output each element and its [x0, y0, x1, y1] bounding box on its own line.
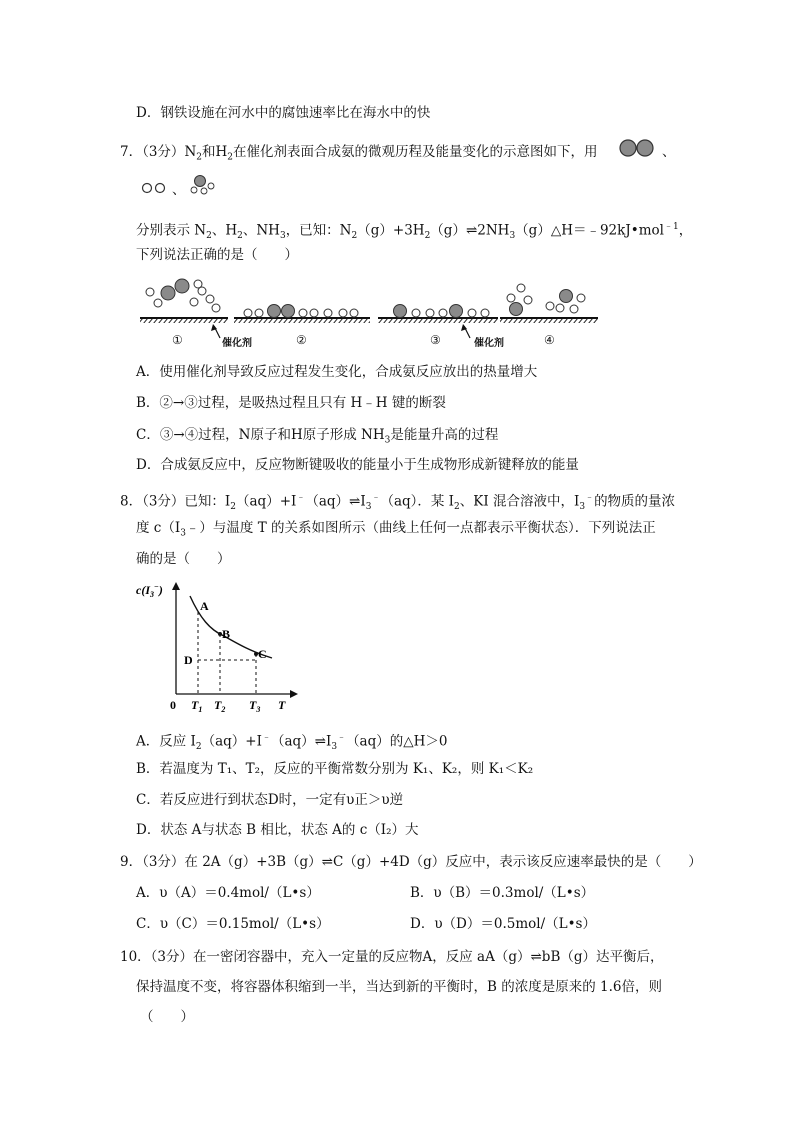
- q7-sep2: 、: [172, 182, 186, 198]
- q10-stem-line3: （ ）: [140, 1009, 194, 1025]
- point-d-label: D: [184, 653, 193, 667]
- tick-t1: $T_1$: [191, 698, 203, 714]
- q7-option-b: B．②→③过程，是吸热过程且只有 H﹣H 键的断裂: [136, 395, 446, 411]
- graph-xlabel: T: [278, 698, 286, 712]
- q8-option-b: B．若温度为 T₁、T₂，反应的平衡常数分别为 K₁、K₂，则 K₁＜K₂: [136, 761, 534, 777]
- q6-option-d: D．钢铁设施在河水中的腐蚀速率比在海水中的快: [136, 105, 431, 121]
- stage-label-1: ①: [172, 333, 183, 347]
- q7-stem-line2: 分别表示 $N_2$、$H_2$、$NH_3$，已知：$N_2(g)+3H_2(g)\rightleftharpoons 2NH_3(g)\triangle H=﹣92kJ•mol^{﹣1}$，: [136, 222, 693, 242]
- stage-1-molecules: [146, 279, 220, 312]
- stage-2-molecules: [244, 305, 358, 318]
- graph-ylabel: $c(I_3^-)$: [136, 582, 163, 599]
- stage-4-molecules: [507, 284, 585, 316]
- q9-option-a: A．υ（A）＝0.4mol/（L•s）: [136, 885, 320, 901]
- point-c-label: C: [258, 647, 267, 661]
- q7-stem-line3: 下列说法正确的是（ ）: [136, 247, 298, 263]
- point-a-label: A: [200, 599, 209, 613]
- stage-3-molecules: [394, 305, 490, 318]
- stage-label-2: ②: [296, 333, 307, 347]
- q8-option-d: D．状态 A与状态 B 相比，状态 A的 c（I₂）大: [136, 822, 419, 838]
- catalyst-label-2: 催化剂: [474, 338, 504, 349]
- q8-stem-line3: 确的是（ ）: [136, 551, 231, 567]
- point-b-label: B: [222, 627, 231, 641]
- q9-stem: 9．（3分）在 2A（g）+3B（g）⇌C（g）+4D（g）反应中，表示该反应速率最快的是（ ）: [120, 854, 702, 870]
- nh3-molecule-icon: [188, 172, 222, 196]
- q7-option-a: A．使用催化剂导致反应过程发生变化，合成氨反应放出的热量增大: [136, 364, 538, 380]
- q7-number: 7．: [120, 144, 143, 160]
- q8-concentration-graph: [134, 578, 304, 720]
- catalyst-label-1: 催化剂: [222, 338, 252, 349]
- q8-option-a: A．反应 $I_2(aq)+I^﹣(aq)\rightleftharpoons I_3^﹣(aq)$的△H＞0: [136, 733, 448, 753]
- q10-stem-line1: 10．（3分）在一密闭容器中，充入一定量的反应物A，反应 aA（g）⇌bB（g）达平衡后，: [120, 949, 664, 965]
- h2-molecule-icon: [140, 180, 170, 196]
- q7-stem-line1: 7．（3分）$N_2$和$H_2$在催化剂表面合成氨的微观历程及能量变化的示意图如下，用: [120, 144, 598, 163]
- q10-stem-line2: 保持温度不变，将容器体积缩到一半，当达到新的平衡时，B 的浓度是原来的 1.6倍，则: [136, 979, 662, 995]
- q8-stem-line2: 度 $c(I_3﹣)$与温度 T 的关系如图所示（曲线上任何一点都表示平衡状态）．下列说法正: [136, 520, 656, 539]
- q9-option-b: B．υ（B）＝0.3mol/（L•s）: [410, 885, 595, 901]
- q9-option-c: C．υ（C）＝0.15mol/（L•s）: [136, 916, 330, 932]
- q8-stem-line1: 8．（3分）已知：$I_2(aq)+I^﹣(aq)\rightleftharpoons I_3^﹣(aq)$．某 $I_2$、KI 混合溶液中，$I_3^﹣$的物质的量浓: [120, 493, 676, 513]
- catalyst-surfaces: [140, 318, 598, 323]
- q8-option-c: C．若反应进行到状态D时，一定有υ正＞υ逆: [136, 792, 404, 808]
- stage-label-4: ④: [544, 333, 555, 347]
- q9-option-d: D．υ（D）＝0.5mol/（L•s）: [410, 916, 596, 932]
- tick-t2: $T_2$: [214, 698, 226, 714]
- q7-option-c: C．③→④过程，N原子和H原子形成 $NH_3$是能量升高的过程: [136, 427, 499, 446]
- q7-sep1: 、: [662, 144, 676, 160]
- q7-option-d: D．合成氨反应中，反应物断键吸收的能量小于生成物形成新键释放的能量: [136, 457, 579, 473]
- q7-score: （3分）: [142, 144, 185, 160]
- q7-reaction-diagram: [138, 276, 602, 352]
- tick-t3: $T_3$: [249, 698, 261, 714]
- origin-label: 0: [170, 698, 176, 712]
- stage-label-3: ③: [430, 333, 441, 347]
